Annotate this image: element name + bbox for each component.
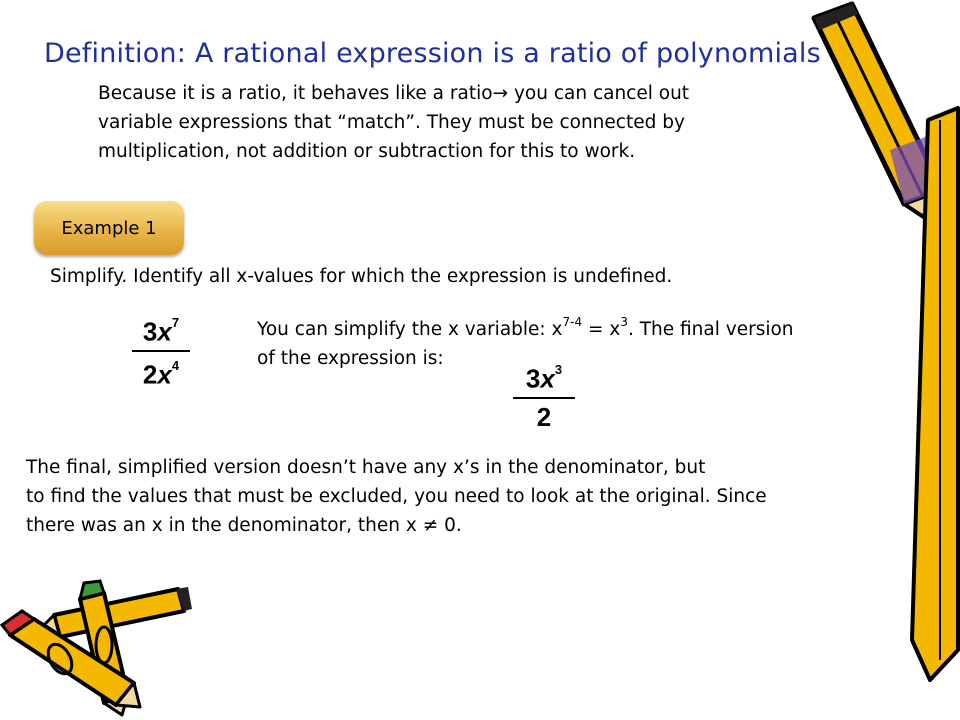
- arrow-icon: →: [492, 83, 509, 104]
- pencil-icon: [800, 0, 960, 720]
- pencils-icon: [0, 575, 200, 720]
- intro-line-1-text: Because it is a ratio, it behaves like a ratio: [98, 83, 493, 104]
- fraction-bar: [513, 397, 575, 399]
- fraction-original: [132, 313, 190, 388]
- simplify-note-line-1: You can simplify the x variable: $x^{7-4} = x^3$. The final version: [257, 314, 794, 340]
- intro-line-3: multiplication, not addition or subtraction for this to work.: [98, 141, 636, 162]
- conclusion-line-3: there was an x in the denominator, then x ≠ 0.: [26, 515, 462, 536]
- pencil-top-icon: [814, 4, 942, 224]
- intro-line-1: [98, 79, 858, 108]
- page-title: Definition: A rational expression is a ratio of polynomials: [44, 38, 821, 69]
- fraction-bar: [132, 350, 190, 352]
- simplify-note-line-2: of the expression is:: [257, 348, 444, 369]
- fraction-original-denominator: $2x^4$: [142, 357, 180, 390]
- instruction-text: Simplify. Identify all x-values for which the expression is undefined.: [50, 266, 673, 287]
- intro-paragraph: [98, 79, 858, 166]
- example-badge-label: Example 1: [61, 217, 157, 239]
- example-badge: [34, 201, 184, 255]
- conclusion-line-1: The final, simplified version doesn’t have any x’s in the denominator, but: [26, 457, 706, 478]
- fraction-result: [513, 360, 575, 431]
- fraction-result-denominator: 2: [536, 401, 552, 432]
- fraction-result-numerator: $3x^3$: [525, 362, 563, 394]
- intro-line-1-tail: you can cancel out: [508, 83, 690, 104]
- fraction-original-numerator: $3x^7$: [142, 315, 180, 347]
- conclusion-line-2: to find the values that must be excluded, you need to look at the original. Since: [26, 486, 767, 507]
- intro-line-2: variable expressions that “match”. They must be connected by: [98, 112, 685, 133]
